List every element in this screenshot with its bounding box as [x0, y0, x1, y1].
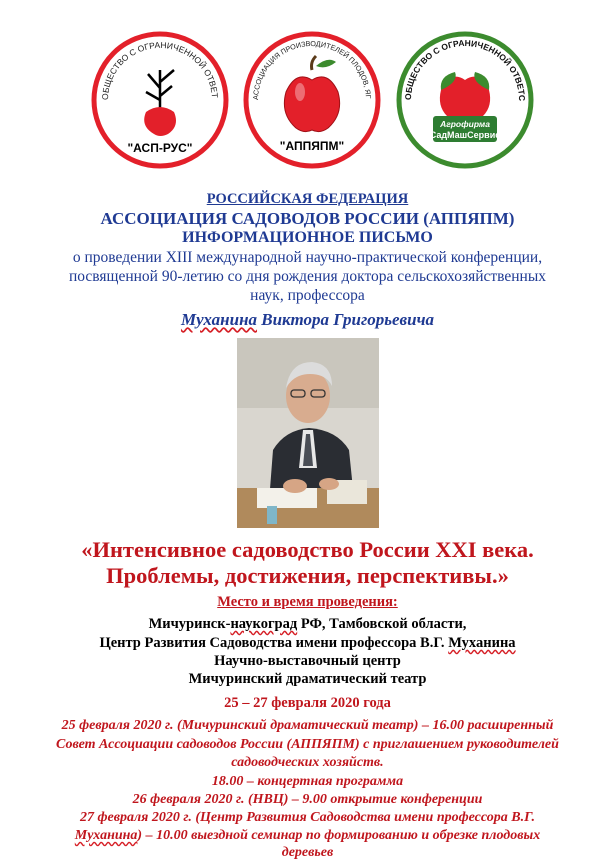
schedule-line-7: [0, 828, 615, 844]
logo-right-label1: Агрофирма: [440, 119, 490, 129]
theme-line-1: «Интенсивное садоводство России XXI века.: [81, 537, 534, 562]
venue-exhibition-center: Научно-выставочный центр: [214, 653, 401, 669]
schedule-line-7-surname: Муханина: [74, 828, 138, 843]
logo-appyapm: [242, 30, 382, 170]
schedule-line-5: 26 февраля 2020 г. (НВЦ) – 9.00 открытие конференции: [132, 792, 483, 807]
schedule-line-7-rest: ) – 10.00 выездной семинар по формированию и обрезке плодовых: [137, 828, 541, 843]
venue-city-c: РФ, Тамбовской области,: [297, 616, 467, 632]
portrait-photo: [237, 338, 379, 528]
venue-center: [0, 635, 615, 652]
venue-theatre: Мичуринский драматический театр: [188, 671, 427, 687]
logo-sadmashservis: [395, 30, 535, 170]
logo-right-label2: СадМашСервис: [429, 130, 501, 140]
person-name: [0, 310, 615, 330]
logo-middle-label: "АППЯПМ": [279, 139, 345, 153]
schedule-line-3: садоводческих хозяйств.: [231, 755, 384, 770]
intro-line-2: посвященной 90-летию со дня рождения доктора сельскохозяйственных: [68, 268, 547, 285]
venue-city: [0, 616, 615, 633]
theme-line-2: Проблемы, достижения, перспективы.»: [106, 563, 509, 588]
document-type: ИНФОРМАЦИОННОЕ ПИСЬМО: [182, 229, 433, 246]
logos-row: [0, 0, 615, 190]
venue-city-a: Мичуринск-: [148, 616, 231, 632]
logo-left-label: "АСП-РУС": [127, 141, 193, 155]
logo-asp-rus: [90, 30, 230, 170]
person-given-names: Виктора Григорьевича: [257, 310, 435, 329]
logo-left-ring-text: ОБЩЕСТВО С ОГРАНИЧЕННОЙ ОТВЕТ: [99, 39, 221, 101]
schedule-line-4: 18.00 – концертная программа: [211, 774, 404, 789]
country-heading: РОССИЙСКАЯ ФЕДЕРАЦИЯ: [206, 191, 409, 207]
svg-text:ОБЩЕСТВО С ОГРАНИЧЕННОЙ ОТВЕТС: [90, 30, 220, 100]
event-dates: 25 – 27 февраля 2020 года: [224, 695, 391, 711]
venue-center-a: Центр Развития Садоводства имени профессора В.Г.: [99, 635, 449, 651]
schedule-line-2: Совет Ассоциации садоводов России (АППЯПМ) с приглашением руководителей: [56, 737, 559, 752]
person-surname: Муханина: [180, 310, 258, 329]
schedule-line-1: 25 февраля 2020 г. (Мичуринский драматический театр) – 16.00 расширенный: [61, 718, 554, 733]
logo-right-ring-text: ОБЩЕСТВО С ОГРАНИЧЕННОЙ ОТВЕТС: [402, 37, 528, 102]
intro-line-1: о проведении XIII международной научно-практической конференции,: [72, 249, 543, 266]
schedule-line-8: деревьев: [281, 845, 334, 860]
intro-line-3: наук, профессора: [250, 287, 365, 304]
logo-middle-ring-text: АССОЦИАЦИЯ ПРОИЗВОДИТЕЛЕЙ ПЛОДОВ, ЯГ: [250, 38, 373, 101]
venue-center-b: Муханина: [448, 635, 516, 651]
schedule-line-6: 27 февраля 2020 г. (Центр Развития Садоводства имени профессора В.Г.: [80, 810, 535, 825]
venue-heading: Место и время проведения:: [217, 594, 398, 610]
venue-city-b: наукоград: [230, 616, 298, 632]
association-heading: АССОЦИАЦИЯ САДОВОДОВ РОССИИ (АППЯПМ): [100, 209, 515, 228]
